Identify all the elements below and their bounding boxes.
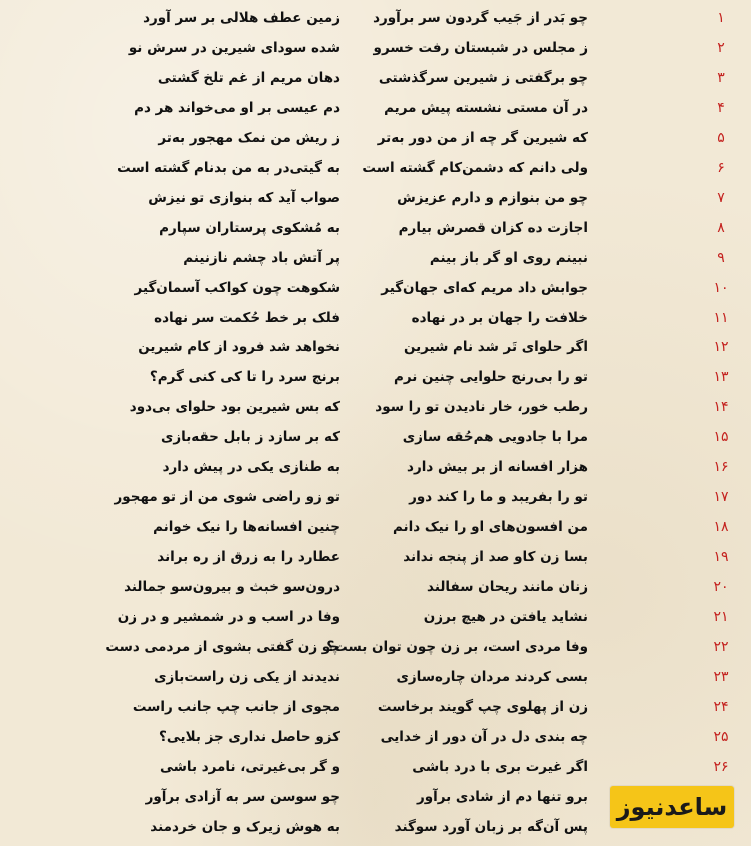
verse-first-hemistich: تو را بی‌رنج حلوایی چنین نرم <box>393 369 588 386</box>
verse-second-hemistich: که بر سازد ز بابل حقه‌بازی <box>161 429 340 446</box>
verse-first-hemistich: هزار افسانه از بر بیش دارد <box>407 459 588 476</box>
verse-second-hemistich: دهان مریم از غم تلخ گشتی <box>157 69 340 86</box>
verse-number: ۲۶ <box>713 758 729 775</box>
verse-row <box>0 153 751 183</box>
verse-number: ۱۷ <box>713 489 729 506</box>
verse-second-hemistich: مجوی از جانب چپ جانب راست <box>132 698 340 715</box>
verse-row <box>0 452 751 482</box>
verse-first-hemistich: رطب خور، خار نادیدن تو را سود <box>375 399 588 416</box>
verse-first-hemistich: اگر غیرت بری با درد باشی <box>412 758 588 775</box>
verse-row <box>0 183 751 213</box>
verse-first-hemistich: برو تنها دم از شادی برآور <box>416 788 588 805</box>
verse-second-hemistich: تو زو راضی شوی من از تو مهجور <box>114 489 340 506</box>
verse-row <box>0 33 751 63</box>
verse-first-hemistich: چو بَدر از جَیب گردون سر برآورد <box>373 10 588 26</box>
verse-second-hemistich: زمین عطف هلالی بر سر آورد <box>143 10 340 26</box>
verse-number: ۱۳ <box>713 369 729 386</box>
verse-second-hemistich: چو سوسن سر به آزادی برآور <box>145 788 340 805</box>
verse-second-hemistich: ز ریش من نمک مهجور به‌تر <box>158 129 340 146</box>
verse-second-hemistich: شکوهت چون کواکب آسمان‌گیر <box>134 279 340 296</box>
verse-second-hemistich: و گر بی‌غیرتی، نامرد باشی <box>159 758 340 775</box>
verse-number: ۱۱ <box>713 309 729 326</box>
verse-row <box>0 3 751 33</box>
verse-second-hemistich: به گیتی‌در به من بدنام گشته است <box>117 159 340 176</box>
verse-row <box>0 243 751 273</box>
verse-row <box>0 93 751 123</box>
verse-number: ۱۸ <box>713 519 729 536</box>
verse-first-hemistich: نشاید یافتن در هیچ برزن <box>423 609 588 625</box>
verse-row <box>0 332 751 362</box>
verse-first-hemistich: ز مجلس در شبستان رفت خسرو <box>373 39 588 56</box>
verse-row <box>0 542 751 572</box>
verse-second-hemistich: وفا در اسب و در شمشیر و در زن <box>117 609 340 625</box>
verse-second-hemistich: شده سودای شیرین در سرش نو <box>128 39 340 56</box>
verse-second-hemistich: به طنازی یکی در پیش دارد <box>162 459 340 476</box>
verse-first-hemistich: بسا زن کاو صد از پنجه نداند <box>403 549 588 566</box>
verse-number: ۵ <box>717 129 725 146</box>
verse-second-hemistich: به مُشکوی پرستاران سپارم <box>159 219 340 236</box>
verse-second-hemistich: دم عیسی بر او می‌خواند هر دم <box>134 99 340 116</box>
verse-number: ۲۴ <box>713 698 729 715</box>
verse-number: ۱۵ <box>713 429 729 446</box>
verse-first-hemistich: جوابش داد مریم که‌ای جهان‌گیر <box>381 279 588 296</box>
verse-number: ۲۱ <box>713 609 729 625</box>
verse-first-hemistich: چه بندی دل در آن دور از خدایی <box>380 728 588 745</box>
verse-row <box>0 303 751 333</box>
verse-first-hemistich: خلافت را جهان بر در نهاده <box>411 309 588 326</box>
verse-second-hemistich: فلک بر خط حُکمت سر نهاده <box>154 309 340 326</box>
verse-number: ۲۵ <box>713 728 729 745</box>
verse-second-hemistich: به هوش زیرک و جان خردمند <box>150 818 340 835</box>
verse-number: ۱۶ <box>713 459 729 476</box>
verse-row <box>0 512 751 542</box>
verse-number: ۸ <box>717 219 725 236</box>
verse-first-hemistich: بسی کردند مردان چاره‌سازی <box>396 668 588 685</box>
verse-second-hemistich: کزو حاصل نداری جز بلایی؟ <box>159 728 340 745</box>
verse-first-hemistich: اجازت ده کزان قصرش بیارم <box>398 219 588 236</box>
verse-first-hemistich: چو من بنوازم و دارم عزیزش <box>397 189 588 206</box>
verse-first-hemistich: چو برگفتی ز شیرین سرگذشتی <box>378 69 588 86</box>
verse-first-hemistich: زنان مانند ریحان سفالند <box>427 579 588 596</box>
verse-first-hemistich: وفا مردی است، بر زن چون توان بست؟ <box>326 638 588 655</box>
verse-first-hemistich: مرا با جادویی هم‌حُقه سازی <box>402 429 588 446</box>
verse-first-hemistich: که شیرین گر چه از من دور به‌تر <box>377 129 588 146</box>
verse-second-hemistich: عطارد را به زرق از ره براند <box>157 549 340 566</box>
verse-number: ۷ <box>717 189 725 206</box>
verse-row <box>0 273 751 303</box>
verse-second-hemistich: پر آتش باد چشم نازنینم <box>183 249 340 266</box>
verse-row <box>0 63 751 93</box>
verse-second-hemistich: نخواهد شد فرود از کام شیرین <box>138 339 340 356</box>
site-logo: ساعدنیوز <box>610 786 734 828</box>
verse-first-hemistich: در آن مستی نشسته پیش مریم <box>384 99 588 116</box>
verse-row <box>0 602 751 632</box>
verse-second-hemistich: صواب آید که بنوازی تو نیزش <box>148 189 340 206</box>
verse-row <box>0 392 751 422</box>
verse-row <box>0 362 751 392</box>
verse-second-hemistich: ندیدند از یکی زن راست‌بازی <box>154 668 340 685</box>
verse-row <box>0 572 751 602</box>
verse-number: ۱۰ <box>713 279 729 296</box>
verse-number: ۲۰ <box>713 579 729 596</box>
verse-number: ۱۹ <box>713 549 729 566</box>
verse-number: ۶ <box>717 159 725 176</box>
verse-row <box>0 123 751 153</box>
verse-number: ۳ <box>717 69 725 86</box>
verse-number: ۱ <box>717 10 725 26</box>
verse-second-hemistich: چو زن گفتی بشوی از مردمی دست <box>105 638 340 655</box>
verse-row <box>0 722 751 752</box>
verse-number: ۹ <box>717 249 725 266</box>
verse-first-hemistich: پس آن‌گه بر زبان آورد سوگند <box>394 818 588 835</box>
verse-first-hemistich: نبینم روی او گر باز بینم <box>429 249 588 266</box>
verse-number: ۲۳ <box>713 668 729 685</box>
verse-row <box>0 422 751 452</box>
verse-second-hemistich: برنج سرد را تا کی کنی گرم؟ <box>149 369 340 386</box>
verse-second-hemistich: چنین افسانه‌ها را نیک خوانم <box>153 519 340 536</box>
verse-first-hemistich: من افسون‌های او را نیک دانم <box>392 519 588 536</box>
verse-first-hemistich: زن از پهلوی چپ گویند برخاست <box>377 698 588 715</box>
verse-number: ۲ <box>717 39 725 56</box>
verse-second-hemistich: که بس شیرین بود حلوای بی‌دود <box>129 399 340 416</box>
verse-number: ۴ <box>717 99 725 116</box>
verse-row <box>0 662 751 692</box>
verse-number: ۲۲ <box>713 638 729 655</box>
verse-row <box>0 213 751 243</box>
verse-number: ۱۴ <box>713 399 729 416</box>
verse-row <box>0 632 751 662</box>
verse-second-hemistich: درون‌سو خبث و بیرون‌سو جمالند <box>124 579 340 596</box>
verse-first-hemistich: ولی دانم که دشمن‌کام گشته است <box>362 159 588 176</box>
verse-first-hemistich: اگر حلوای تَر شد نام شیرین <box>403 339 588 356</box>
verse-number: ۱۲ <box>713 339 729 356</box>
verse-first-hemistich: تو را بفریبد و ما را کند دور <box>409 489 588 506</box>
verse-row <box>0 692 751 722</box>
verse-row <box>0 752 751 782</box>
verse-row <box>0 482 751 512</box>
